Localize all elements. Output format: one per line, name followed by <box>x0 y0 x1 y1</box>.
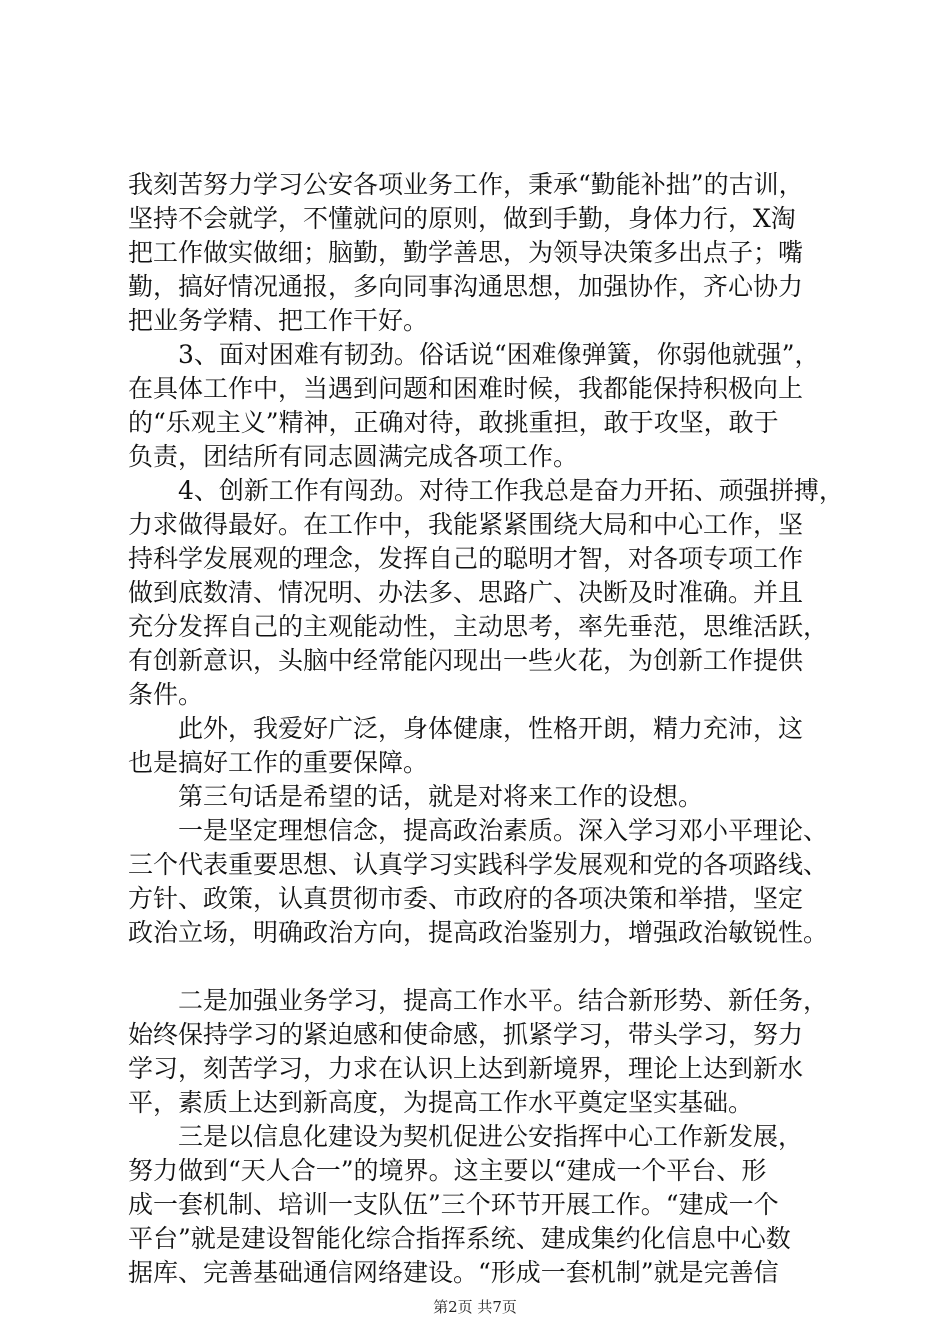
text-line: 平，素质上达到新高度，为提高工作水平奠定坚实基础。 <box>128 1088 754 1117</box>
text-line: 条件。 <box>128 680 204 709</box>
document-body <box>128 168 844 1290</box>
text-line: 据库、完善基础通信网络建设。“形成一套机制”就是完善信 <box>128 1258 779 1287</box>
blank-line <box>128 950 838 984</box>
page-number-footer: 第2页 共7页 <box>433 1298 517 1316</box>
text-line: 平台”就是建设智能化综合指挥系统、建成集约化信息中心数 <box>128 1224 791 1253</box>
text-line: 力求做得最好。在工作中，我能紧紧围绕大局和中心工作，坚 <box>128 510 804 539</box>
text-line: 始终保持学习的紧迫感和使命感，抓紧学习，带头学习，努力 <box>128 1020 804 1049</box>
text-line: 第三句话是希望的话，就是对将来工作的设想。 <box>178 782 704 811</box>
text-line: 持科学发展观的理念，发挥自己的聪明才智，对各项专项工作 <box>128 544 804 573</box>
text-line: 努力做到“天人合一”的境界。这主要以“建成一个平台、形 <box>128 1156 767 1185</box>
text-line: 我刻苦努力学习公安各项业务工作，秉承“勤能补拙”的古训， <box>128 170 804 199</box>
text-line: 4、创新工作有闯劲。对待工作我总是奋力开拓、顽强拼搏， <box>178 476 844 505</box>
text-line: 三个代表重要思想、认真学习实践科学发展观和党的各项路线、 <box>128 850 829 879</box>
text-line: 方针、政策，认真贯彻市委、市政府的各项决策和举措，坚定 <box>128 884 804 913</box>
text-line: 3、面对困难有韧劲。俗话说“困难像弹簧，你弱他就强”， <box>178 340 820 369</box>
text-line: 做到底数清、情况明、办法多、思路广、决断及时准确。并且 <box>128 578 804 607</box>
text-line: 三是以信息化建设为契机促进公安指挥中心工作新发展， <box>178 1122 804 1151</box>
text-line: 在具体工作中，当遇到问题和困难时候，我都能保持积极向上 <box>128 374 804 403</box>
text-line: 的“乐观主义”精神，正确对待，敢挑重担，敢于攻坚，敢于 <box>128 408 779 437</box>
text-line: 负责，团结所有同志圆满完成各项工作。 <box>128 442 579 471</box>
text-line: 政治立场，明确政治方向，提高政治鉴别力，增强政治敏锐性。 <box>128 918 829 947</box>
text-line: 充分发挥自己的主观能动性，主动思考，率先垂范，思维活跃， <box>128 612 829 641</box>
text-line: 一是坚定理想信念，提高政治素质。深入学习邓小平理论、 <box>178 816 829 845</box>
text-line: 把工作做实做细；脑勤，勤学善思，为领导决策多出点子；嘴 <box>128 238 804 267</box>
text-line: 学习，刻苦学习，力求在认识上达到新境界，理论上达到新水 <box>128 1054 804 1083</box>
text-line: 也是搞好工作的重要保障。 <box>128 748 429 777</box>
text-line: 二是加强业务学习，提高工作水平。结合新形势、新任务， <box>178 986 829 1015</box>
text-line: 成一套机制、培训一支队伍”三个环节开展工作。“建成一个 <box>128 1190 779 1219</box>
text-line: 有创新意识，头脑中经常能闪现出一些火花，为创新工作提供 <box>128 646 804 675</box>
text-line: 坚持不会就学，不懂就问的原则，做到手勤，身体力行，X淘 <box>128 204 796 233</box>
text-line: 此外，我爱好广泛，身体健康，性格开朗，精力充沛，这 <box>178 714 804 743</box>
text-line: 勤，搞好情况通报，多向同事沟通思想，加强协作，齐心协力 <box>128 272 804 301</box>
text-line: 把业务学精、把工作干好。 <box>128 306 429 335</box>
